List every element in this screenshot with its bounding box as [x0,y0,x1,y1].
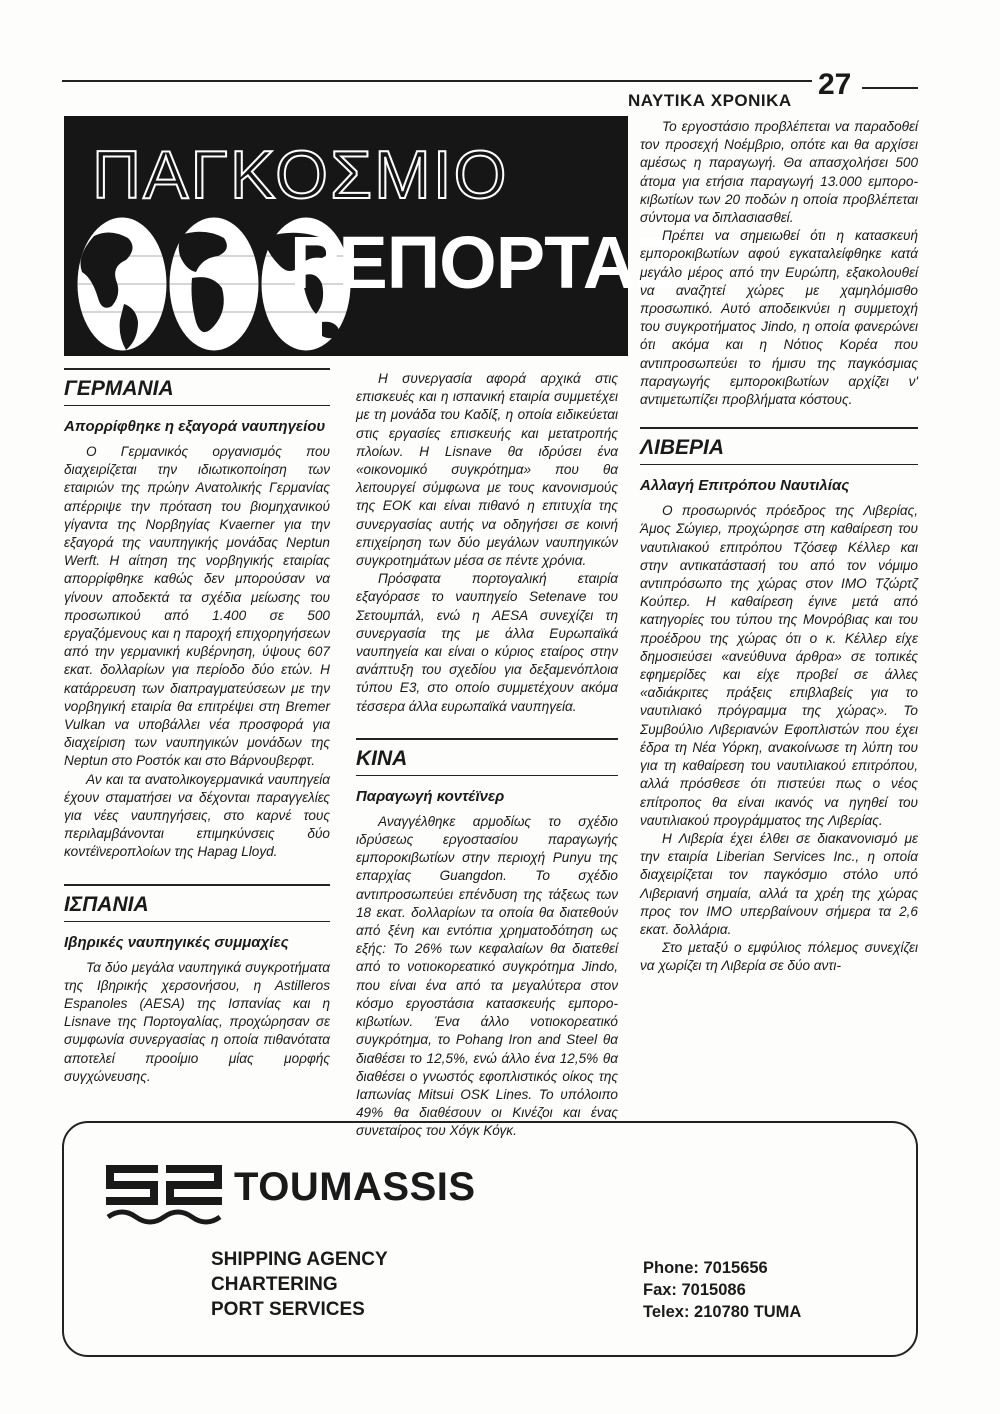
banner-title-line1: ΠΑΓΚΟΣΜΙΟ [92,137,509,213]
china-headline: Παραγωγή κοντέϊνερ [356,787,505,805]
banner-title-line2: ΡΕΠΟΡΤΑΖ [290,221,680,304]
china-paragraph-3: Πρέπει να σημειωθεί ότι η κατασκευή εμποροκιβωτίων αφού εγκαταλείφθηκε κατά μεγάλο μέρος από την Ευρώπη, εξακολουθεί να αναζητεί χώρες με χαμηλόμισθο προσωπικό. Αυτό αποδεικνύει η συμμετοχή του συγκροτήματος Jindo, η οποία φανερώνει ότι ακόμα και η Νότιος Κορέα που αντιπροσωπεύει το ήμισυ της παγκόσμιας παραγωγής εμποροκιβωτίων αρχίζει ν' αντιμετωπίζει προβλήματα κόστους. [640,228,918,408]
spain-paragraph-1: Τα δύο μεγάλα ναυπηγικά συγκροτήματα της Ιβηρικής χερσονήσου, η Astilleros Espanoles (AESA) της Ισπανίας και η Lisnave της Πορτογαλίας, προχώρησαν σε συμφωνία συνεργασίας η οποία πιθανότατα αποτελεί προοίμιο μίας μορφής συγχώνευσης. [64,959,330,1084]
spain-paragraph-2: Η συνεργασία αφορά αρχικά στις επισκευές και η ισπανική εταιρία συμμετέχει με τη μονάδα του Καδίξ, η οποία ειδικεύεται στις εργασίες επισκευής και μετατροπής πλοίων. Η Lisnave θα ιδρύσει ένα «οικονομικό συγκρότημα» που θα λειτουργεί σύμφωνα με τους κανονισμούς της ΕΟΚ και είναι πιθανό η επιτυχία της συνεργασίας αυτής να οδηγήσει σε κοινή επιχείρηση των δύο μεγάλων ναυπηγικών συγκροτημάτων μέσα σε πέντε χρόνια. [356,371,618,569]
column-left [64,368,330,1086]
header-rule [62,80,812,82]
section-spain: ΙΣΠΑΝΙΑ [64,884,330,922]
germany-paragraph-1: Ο Γερμανικός οργανισμός που διαχειρίζεται την ιδιωτικοποίηση των εταιριών της πρώην Ανατολικής Γερμανίας απέρριψε την πρόταση του βιομηχανικού γίγαντα της Νορβηγίας Kvaerner για την εξαγορά της ναυπηγικής μονάδας Neptun Werft. Η αίτηση της νορβηγικής εταιρίας απορρίφθηκε καθώς δεν μπορούσαν να γίνουν αποδεκτά τα σχέδια μείωσης του προσωπικού από 1.400 σε 500 εργαζόμενους και η παροχή επιχορηγήσεων από την γερμανική κυβέρνηση, ύψους 607 εκατ. δολλαρίων για περίοδο δύο ετών. Η κατάρρευση των διαπραγματεύσεων με την νορβηγική εταιρία θα επιτρέψει στη Bremer Vulkan να υποβάλλει νέα προσφορά για διαχείριση των ναυπηγικών μονάδων της Neptun στο Ροστόκ και στο Βάρνουβερφτ. [64,444,330,769]
ad-fax: Fax: 7015086 [643,1281,746,1299]
germany-headline: Απορρίφθηκε η εξαγορά ναυπηγείου [64,418,326,435]
liberia-headline: Αλλαγή Επιτρόπου Ναυτιλίας [640,477,850,495]
china-paragraph-1: Αναγγέλθηκε αρμοδίως το σχέδιο ιδρύσεως εργοστασίου παραγωγής εμποροκιβωτίων στην περιοχή Punyu της επαρχίας Guangdon. Το σχέδιο αντιπροσωπεύει επένδυση της τάξεως των 18 εκατ. δολλαρίων τα οποία θα διατεθούν από ξένη και εντόπια χρηματοδότηση ως εξής: Το 26% των κεφαλαίων θα διατεθεί από το νοτιοκορεατικό συγκρότημα Jindo, που είναι ένα από τα μεγαλύτερα στον κόσμο εργοστάσια κατασκευής εμποροκιβωτίων. Ένα άλλο νοτιοκορεατικό συγκρότημα, το Pohang Iron and Steel θα διαθέσει το 12,5%, ενώ άλλο ένα 12,5% θα διαθέσει ο γνωστός εφοπλιστικός οίκος της Ιαπωνίας Mitsui OSK Lines. Το υπόλοιπο 49% θα διαθέσουν οι Κινέζοι και ένας συνεταίρος του Χόγκ Κόγκ. [356,813,618,1139]
ad-service-3: PORT SERVICES [211,1299,365,1320]
world-report-banner [64,116,680,356]
column-middle [356,370,618,1141]
header-rule-right [862,87,918,89]
germany-paragraph-2: Αν και τα ανατολικογερμανικά ναυπηγεία έχουν σταματήσει να δέχονται παραγγελίες για νέες ναυπηγήσεις, στο καρνέ τους περιλαμβάνονται επιμηκύνσεις δύο κοντέϊνεροπλοίων της Hapag Lloyd. [64,771,330,860]
liberia-paragraph-3: Στο μεταξύ ο εμφύλιος πόλεμος συνεχίζει να χωρίζει τη Λιβερία σε δύο αντι- [640,940,918,974]
ad-telex: Telex: 210780 TUMA [643,1303,802,1321]
section-liberia: ΛΙΒΕΡΙΑ [640,427,918,465]
page-number: 27 [818,68,852,101]
liberia-paragraph-1: Ο προσωρινός πρόεδρος της Λιβερίας, Άμος Σώγιερ, προχώρησε στη καθαίρεση του ναυτιλιακού επιτρόπου Τζόσεφ Κέλλερ και στην αντικατάστασή του από τον νόμιμο αντιπρόσωπο της χώρας στον ΙΜΟ Τζώρτζ Κούπερ. Η καθαίρεση έγινε μετά από κατηγορίες του τύπου της Μονρόβιας και του προέδρου της χώρας ότι ο κ. Κέλλερ είχε δημοσιεύσει «ανεύθυνα άρθρα» σε τοπικές εφημερίδες και είχε προβεί σε άλλες «αδιάκριτες πράξεις επιβλαβείς για το ναυτιλιακό πρόγραμμα της χώρας». Το Συμβούλιο Λιβεριανών Εφοπλιστών που έχει έδρα τη Νέα Υόρκη, ανακοίνωσε τη λύπη του για τη καθαίρεση του ναυτιλιακού επιτρόπου, αλλά πρόσθεσε ότι πιστεύει πως ο νέος επίτροπος θα είναι ικανός να ηγηθεί του ναυτιλιακού προγράμματος της Λιβερίας. [640,503,918,828]
ad-services [211,1247,388,1322]
spain-headline: Ιβηρικές ναυπηγικές συμμαχίες [64,933,289,951]
spain-paragraph-3: Πρόσφατα πορτογαλική εταιρία εξαγόρασε το ναυπηγείο Setenave του Σετουμπάλ, ενώ η AESA συνεχίζει τη συνεργασία της με άλλα Ευρωπαϊκά ναυπηγεία και είναι ο κύριος εταίρος στην ανάπτυξη του σχεδίου για δεξαμενόπλοια τύπου Ε3, στο οποίο συμμετέχουν ακόμα τέσσερα άλλα ευρωπαϊκά ναυπηγεία. [356,571,618,714]
ad-phone: Phone: 7015656 [643,1259,768,1277]
ad-contacts [643,1257,801,1323]
column-right [640,118,918,976]
ad-service-1: SHIPPING AGENCY [211,1249,388,1270]
section-germany: ΓΕΡΜΑΝΙΑ [64,368,330,406]
china-paragraph-2: Το εργοστάσιο προβλέπεται να παραδοθεί τον προσεχή Νοέμβριο, οπότε και θα αρχίσει αμέσως η παραγωγή. Θα απασχολήσει 500 άτομα για ετήσια παραγωγή 13.000 εμποροκιβωτίων των 20 ποδών η οποία προβλέπεται σύντομα να διπλασιασθεί. [640,119,918,226]
liberia-paragraph-2: Η Λιβερία έχει έλθει σε διακανονισμό με την εταιρία Liberian Services Inc., η οποία διαχειρίζεται τον παγκόσμιο στόλο υπό Λιβεριανή σημαία, αλλά τα χρέη της χώρας προς τον ΙΜΟ υπερβαίνουν σήμερα τα 2,6 εκατ. δολλάρια. [640,830,918,937]
ad-company-name: TOUMASSIS [234,1165,476,1209]
section-china: ΚΙΝΑ [356,738,618,776]
magazine-name: ΝΑΥΤΙΚΑ ΧΡΟΝΙΚΑ [628,91,792,110]
toumassis-advertisement [62,1121,918,1357]
ad-service-2: CHARTERING [211,1274,338,1295]
toumassis-logo-icon [106,1163,226,1227]
